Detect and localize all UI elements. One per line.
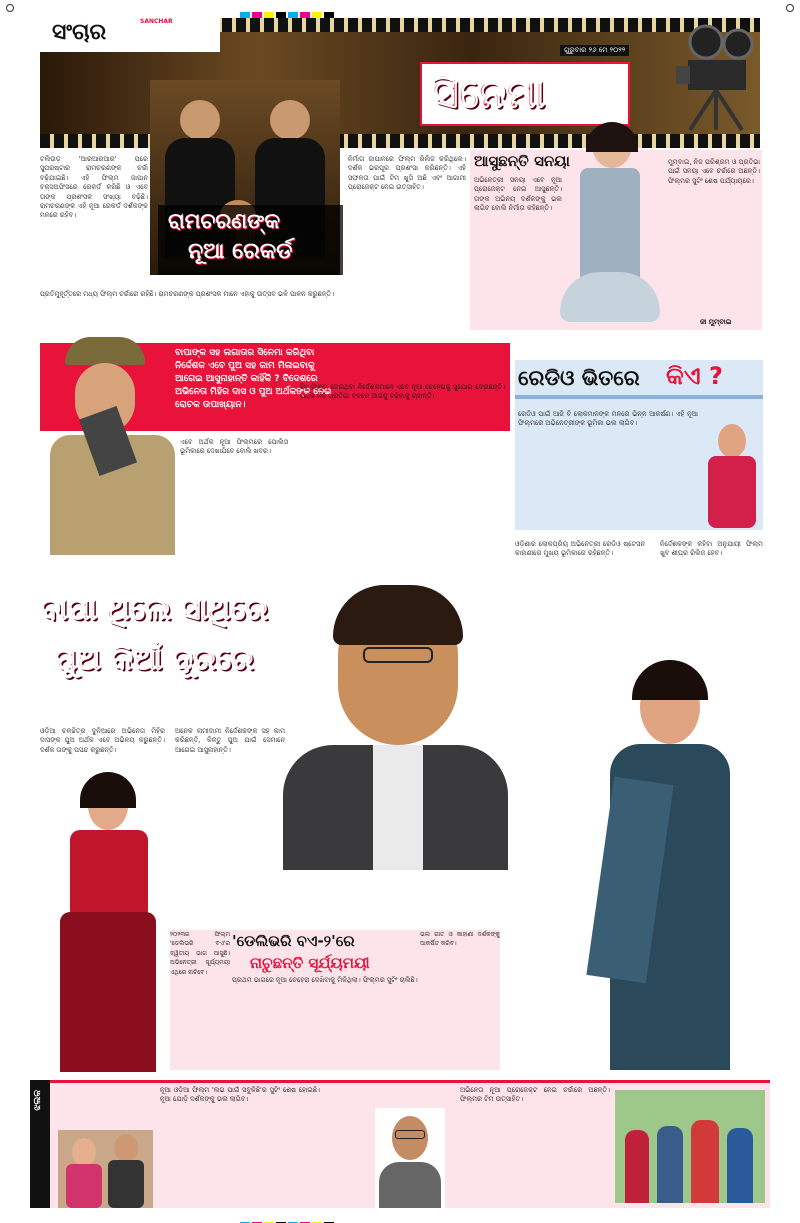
story1-headline-line1: ରାମଚରଣଙ୍କ xyxy=(168,209,281,233)
story5-column-1: ଓଡ଼ିଶାର ଲୋକପ୍ରିୟ ଅଭିନେତ୍ରୀ ରେଡିଓ ଷ୍ଟେସନ କାହାଣୀରେ ମୁଖ୍ୟ ଭୂମିକାରେ ରହିଛନ୍ତି। xyxy=(515,540,645,558)
story4-column-1: ୨୦୨୩ର ଫିଲ୍ମ 'ଡେଲିଭରି ବଏ'ର ଦ୍ୱିତୀୟ ଭାଗ ଆସୁଛି। ଅଭିନେତ୍ରୀ ସୂର୍ଯ୍ୟମୟୀ ଏଥିରେ ନାଚିବେ। xyxy=(170,931,230,976)
story5-column-2: ନିର୍ଦ୍ଦେଶକଙ୍କ କହିବା ଅନୁଯାୟୀ ଫିଲ୍ମ ଖୁବ ଶୀଘ୍ର ରିଲିଜ ହେବ। xyxy=(660,540,763,558)
sanaya-photo xyxy=(560,122,665,330)
story4-headline-line1: 'ଡେଲିଭରି ବଏ-୨'ରେ xyxy=(232,932,355,950)
story3-headline-box xyxy=(40,590,320,702)
story4-headline-line2: ନାଚୁଛନ୍ତି ସୂର୍ଯ୍ୟମୟୀ xyxy=(250,954,370,972)
arthak-police-photo xyxy=(40,335,180,555)
section-title: ସିନେମା xyxy=(432,71,545,117)
story5-headline-accent: କିଏ ? xyxy=(666,362,723,390)
story2-headline: ଆସୁଛନ୍ତି ସନୟା xyxy=(474,152,570,170)
story3-column-c: ହିଟ ଫିଲ୍ମ ଦେଇଥିବା ନିର୍ଦ୍ଦେଶକମାନେ ଏବେ ନୂଆ ଚେହେରାକୁ ସୁଯୋଗ ଦେଉଛନ୍ତି। ଅର୍ଥକ ନିଜ ପ୍ରତିଭା ବଳରେ ଆଗକୁ ବଢ଼ିବାକୁ ଚାହାନ୍ତି। xyxy=(300,383,505,401)
actress-red-saree-photo xyxy=(40,772,165,1072)
story4-column-3: ଭଲ ଗୀତ ଓ କାହାଣୀ ଦର୍ଶକଙ୍କୁ ଆକର୍ଷିତ କରିବ। xyxy=(420,931,500,948)
footer-group-photo xyxy=(615,1090,765,1203)
radio-actress-photo xyxy=(580,660,765,1070)
story3-column-a: ଓଡ଼ିଆ ଚଳଚ୍ଚିତ୍ର ଦୁନିଆରେ ଅଭିନେତା ମିହିର ଦାସଙ୍କ ପୁଅ ଅର୍ଥକ ଏବେ ଅଭିନୟ କରୁଛନ୍ତି। ଦର୍ଶକ ତାଙ୍କୁ ପସନ୍ଦ କରୁଛନ୍ତି। xyxy=(40,727,165,754)
color-bar xyxy=(240,1213,336,1223)
story2-column-1: ଅଭିନେତ୍ରୀ ସନୟା ଏବେ ନୂଆ ପ୍ରୋଜେକ୍ଟ ନେଇ ଆସୁଛନ୍ତି। ତାଙ୍କ ଅଭିନୟ ଦର୍ଶକଙ୍କୁ ଭଲ ଲାଗିବ ବୋଲି ନିର୍ମାତା କହିଛନ୍ତି। xyxy=(474,176,562,213)
story3-headline-line1: ବାପା ଥିଲେ ସାଥିରେ xyxy=(40,592,268,627)
story4-column-2: ପ୍ରଥମ ଭାଗରେ ନୂଆ ଚେହେରା ଦେଖିବାକୁ ମିଳିଥିଲା। ଫିଲ୍ମର ସୁଟିଂ ଚାଲିଛି। xyxy=(232,976,418,984)
footer-tab xyxy=(30,1080,50,1208)
footer-section-label: ଝଲକ xyxy=(33,1090,43,1111)
story1-column-2: ନିର୍ମାତା ଜାପାନରେ ଫିଲ୍ମ ରିଲିଜ କରିଥିଲେ। ଦର୍ଶକ ଭରପୂର ପ୍ରଶଂସା କରିଛନ୍ତି। ଏହି ସଫଳତା ପାଇଁ ଟିମ ଖୁସି ଅଛି ଏବଂ ଆଗାମୀ ପ୍ରୋଜେକ୍ଟ ନେଇ ଉତ୍ସାହିତ। xyxy=(348,155,466,192)
story3-column-b: ଅନେକ ନାମୀଦାମୀ ନିର୍ଦ୍ଦେଶକଙ୍କ ସହ କାମ କରିଛନ୍ତି, କିନ୍ତୁ ପୁଅ ପାଇଁ ସେମାନେ ଆଗେଇ ଆସୁନାହାନ୍ତି। xyxy=(175,727,285,754)
footer-column-2: ଅଭିନେତା ନୂଆ ପ୍ରୋଜେକ୍ଟ ନେଇ ଚର୍ଚ୍ଚାରେ ଅଛନ୍ତି। ଫିଲ୍ମର ଟିମ ଉତ୍ସାହିତ। xyxy=(460,1086,610,1104)
footer-couple-photo xyxy=(58,1130,153,1208)
logo-tag: SANCHAR xyxy=(140,18,173,25)
story1-column-3: ପ୍ରତିମୁହୂର୍ତ୍ତରେ ମଧ୍ୟ ଫିଲ୍ମ ଚର୍ଚ୍ଚାରେ ରହିଛି। ରାମଚରଣଙ୍କ ପ୍ରଶଂସକ ମାନେ ଏହାକୁ ଉତ୍ସବ ଭଳି ପାଳନ କରୁଛନ୍ତି। xyxy=(40,290,335,298)
story1-headline-line2: ନୂଆ ରେକର୍ଡ xyxy=(188,239,293,264)
footer-column-1: ନୂଆ ଓଡ଼ିଆ ଫିଲ୍ମ 'ଲଭ ପାଇଁ ସବୁକିଛି'ର ସୁଟିଂ ଶେଷ ହୋଇଛି। ନୂଆ ଯୋଡ଼ି ଦର୍ଶକଙ୍କୁ ଭଲ ଲାଗିବ। xyxy=(160,1086,320,1104)
registration-mark xyxy=(6,4,14,12)
story2-column-2: ମୁମ୍ବାଇ, ନିଜ ପରିଶ୍ରମ ଓ ପ୍ରତିଭା ପାଇଁ ସନୟା ଏବେ ଚର୍ଚ୍ଚାରେ ଅଛନ୍ତି। ଫିଲ୍ମର ସୁଟିଂ ଶେଷ ପର୍ଯ୍ୟାୟରେ। xyxy=(668,158,760,185)
section-title-box xyxy=(420,62,630,126)
footer-actor-photo xyxy=(375,1108,445,1208)
logo: ସଂଚାର xyxy=(52,20,107,45)
story1-column-1: ଟଲିଉଡ଼ 'ଆରଆରଆର' ପରେ ସୁପରଷ୍ଟାର ରାମଚରଣଙ୍କ ଚର୍ଚ୍ଚା ବଢ଼ିଯାଇଛି। ଏହି ଫିଲ୍ମ ଜାପାନ ବକ୍ସଅଫିସରେ ରେକର୍ଡ କରିଛି ଓ ଏବେ ତାଙ୍କ ପ୍ରଶଂସକ ସଂଖ୍ୟା ବଢ଼ିଛି। ରାମଚରଣଙ୍କ ଏହି ନୂଆ ରେକର୍ଡ ଦର୍ଶକଙ୍କ ମନରେ ରହିବ। xyxy=(40,155,148,220)
story3-kicker: ବାପାଙ୍କ ସହ ଲଗାତାର ସିନେମା କରିଥିବା ନିର୍ଦ୍ଦେଶକ ଏବେ ପୁଅ ସହ କାମ ମିଳାଇବାକୁ ଆଗେଇ ଆସୁନାହାନ୍ତି କାହିଁକି ? ବିଦେଶରେ ଅଭିନେତା ମିହିର ଦାସ ଓ ପୁଅ ଅର୍ଥକଙ୍କ ନେଇ ରୋଚକ ଉପାଖ୍ୟାନ। xyxy=(175,348,332,410)
story5-intro: ରେଡିଓ ପାଇଁ ଆଜି ବି ଲୋକମାନଙ୍କ ମନରେ ଭିନ୍ନ ଆକର୍ଷଣ। ଏହି ନୂଆ ଫିଲ୍ମରେ ଅଭିନେତ୍ରୀଙ୍କ ଭୂମିକା ଭଲ ଲାଗିବ। xyxy=(518,410,698,428)
story3-column-d: ଏବେ ଅର୍ଥକ ନୂଆ ଫିଲ୍ମରେ ପୋଲିସ ଭୂମିକାରେ ଦେଖାଯିବେ ବୋଲି ଖବର। xyxy=(180,438,288,456)
logo-box xyxy=(40,18,220,52)
story1-headline-box xyxy=(158,205,343,275)
story3-headline-line2: ପୁଅ କିଆଁ ଦୂରରେ xyxy=(54,642,254,677)
registration-mark xyxy=(786,4,794,12)
story5-rule xyxy=(515,395,763,399)
issue-date: ଗୁରୁବାର ୨୬ ମେ ୨୦୨୨ xyxy=(560,45,629,56)
story2-byline: ଜୀ ମୁମ୍ବାଇ xyxy=(700,318,732,326)
radio-actress-inset-photo xyxy=(702,418,762,528)
movie-camera-icon xyxy=(676,22,764,132)
story5-headline: ରେଡିଓ ଭିତରେ xyxy=(518,366,640,390)
